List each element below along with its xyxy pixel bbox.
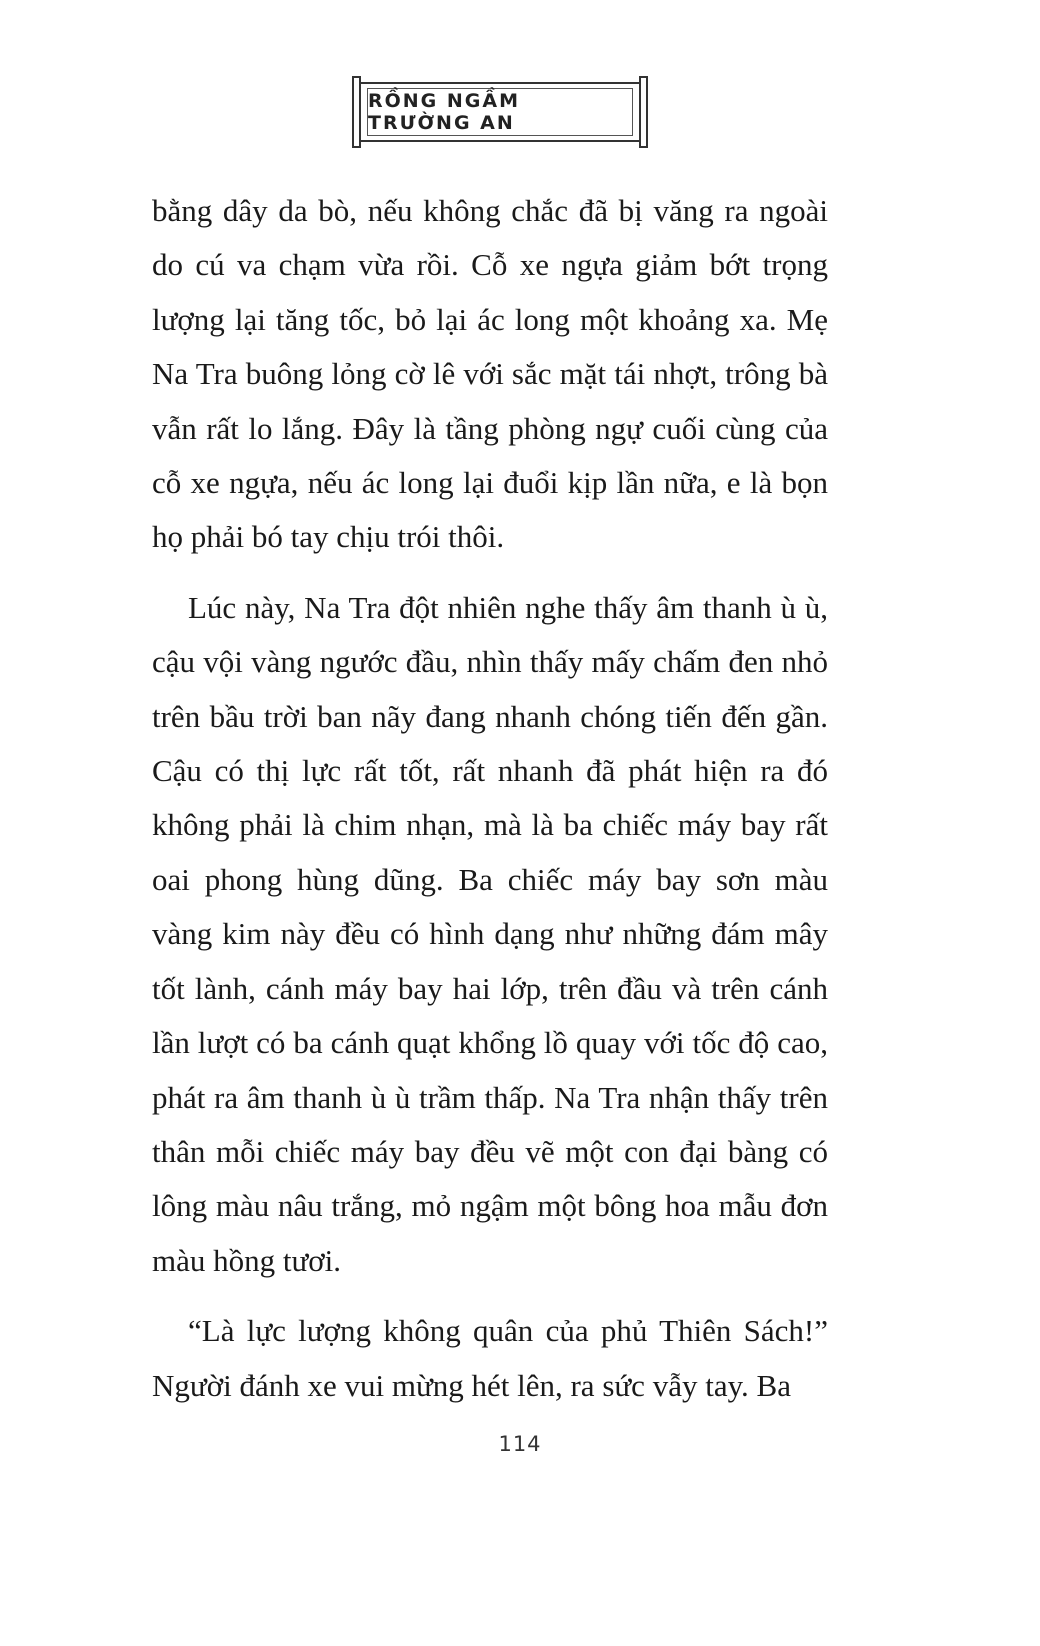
scroll-rod-right (639, 76, 648, 148)
body-text (152, 184, 828, 1429)
paragraph: Lúc này, Na Tra đột nhiên nghe thấy âm thanh ù ù, cậu vội vàng ngước đầu, nhìn thấy mấy chấm đen nhỏ trên bầu trời ban nãy đang nhanh chóng tiến đến gần. Cậu có thị lực rất tốt, rất nhanh đã phát hiện ra đó không phải là chim nhạn, mà là ba chiếc máy bay rất oai phong hùng dũng. Ba chiếc máy bay sơn màu vàng kim này đều có hình dạng như những đám mây tốt lành, cánh máy bay hai lớp, trên đầu và trên cánh lần lượt có ba cánh quạt khổng lồ quay với tốc độ cao, phát ra âm thanh ù ù trầm thấp. Na Tra nhận thấy trên thân mỗi chiếc máy bay đều vẽ một con đại bàng có lông màu nâu trắng, mỏ ngậm một bông hoa mẫu đơn màu hồng tươi. (152, 589, 828, 1278)
paragraph: “Là lực lượng không quân của phủ Thiên Sách!” Người đánh xe vui mừng hét lên, ra sức vẫy tay. Ba (152, 1313, 828, 1403)
book-title: RỒNG NGẦM TRƯỜNG AN (368, 90, 521, 134)
scroll-rod-left (352, 76, 361, 148)
running-header (352, 76, 648, 148)
scroll-panel (361, 82, 639, 142)
paragraph-continued: bằng dây da bò, nếu không chắc đã bị văng ra ngoài do cú va chạm vừa rồi. Cỗ xe ngựa giảm bớt trọng lượng lại tăng tốc, bỏ lại ác long một khoảng xa. Mẹ Na Tra buông lỏng cờ lê với sắc mặt tái nhợt, trông bà vẫn rất lo lắng. Đây là tầng phòng ngự cuối cùng của cỗ xe ngựa, nếu ác long lại đuổi kịp lần nữa, e là bọn họ phải bó tay chịu trói thôi. (152, 193, 828, 555)
scroll-inner-frame (367, 88, 633, 136)
page-number: 114 (498, 1432, 542, 1456)
